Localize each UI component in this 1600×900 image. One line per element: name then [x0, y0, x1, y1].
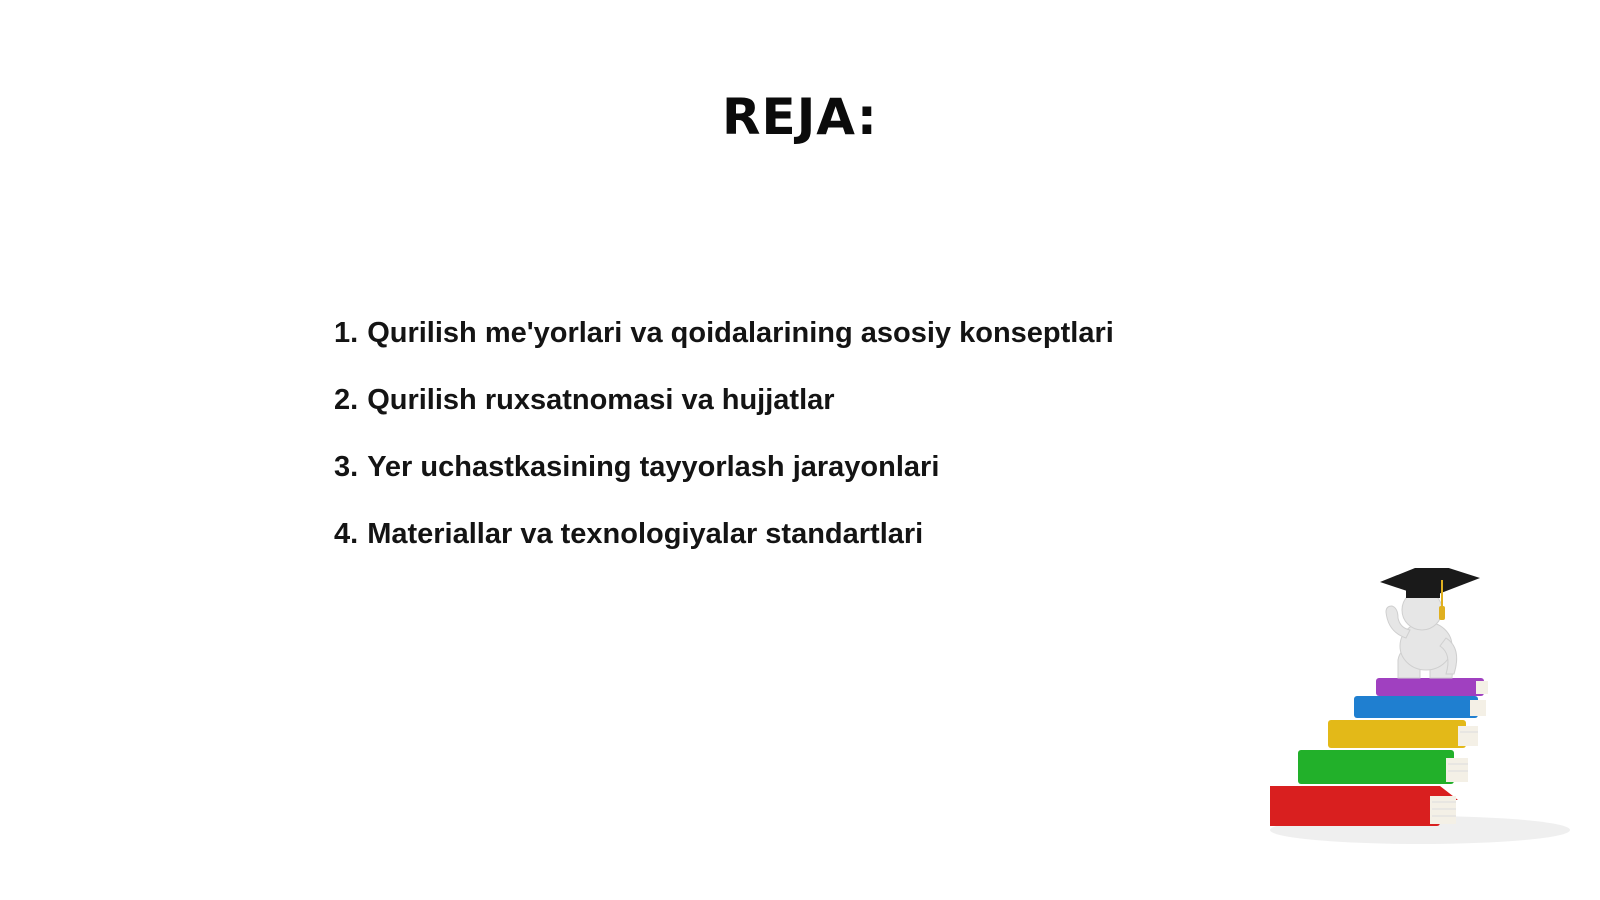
- plan-item-number: 1.: [334, 317, 359, 349]
- green-book: [1298, 750, 1468, 784]
- plan-item-text: Qurilish ruxsatnomasi va hujjatlar: [367, 384, 835, 416]
- blue-book: [1354, 696, 1486, 718]
- purple-book: [1376, 678, 1488, 696]
- graduate-on-books-icon: [1270, 568, 1590, 868]
- plan-item-text: Qurilish me'yorlari va qoidalarining asosiy konseptlari: [367, 317, 1114, 349]
- yellow-book: [1328, 720, 1478, 748]
- plan-item-3: [334, 450, 1114, 484]
- plan-item-number: 2.: [334, 384, 359, 416]
- plan-item-number: 4.: [334, 518, 359, 550]
- slide-title: REJA:: [722, 88, 878, 146]
- plan-item-text: Yer uchastkasining tayyorlash jarayonlari: [367, 451, 940, 483]
- graduate-figure: [1380, 568, 1480, 678]
- plan-item-number: 3.: [334, 451, 359, 483]
- plan-item-4: [334, 517, 1114, 551]
- red-book: [1270, 786, 1458, 826]
- plan-list: [334, 316, 1114, 584]
- plan-item-2: [334, 383, 1114, 417]
- plan-item-text: Materiallar va texnologiyalar standartlari: [367, 518, 924, 550]
- plan-item-1: [334, 316, 1114, 350]
